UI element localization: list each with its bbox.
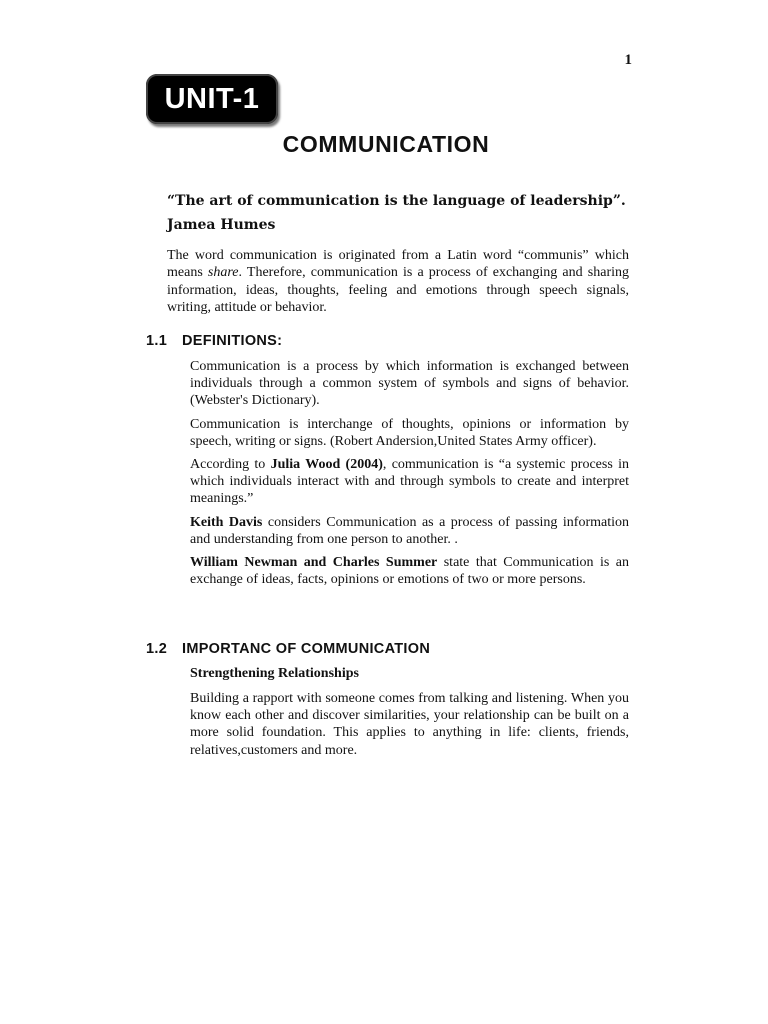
section-heading-importance <box>146 641 430 657</box>
section-heading-definitions <box>146 333 282 349</box>
epigraph-author: Jamea Humes <box>167 217 276 233</box>
page-number: 1 <box>624 52 632 68</box>
section-number: 1.2 <box>146 641 168 657</box>
definition-keith-davis <box>190 514 629 548</box>
intro-paragraph <box>167 247 629 317</box>
definition-webster: Communication is a process by which information is exchanged between individuals through a common system of symbols and signs of behavior.(Webster's Dictionary). <box>190 359 629 409</box>
intro-italic-word: share <box>207 265 239 281</box>
subheading-strengthening-relationships: Strengthening Relationships <box>190 666 359 681</box>
author-name: Keith Davis <box>190 514 263 530</box>
section-title: DEFINITIONS: <box>182 333 283 349</box>
definition-newman-summer <box>190 554 629 588</box>
definition-text: According to <box>190 457 271 473</box>
definition-text: , communication is “a systemic process in which individuals interact with and through symbols to create and interpret meanings.” <box>190 457 629 507</box>
definition-andersion: Communication is interchange of thoughts, opinions or information by speech, writing or signs. (Robert Andersion,United States Army officer). <box>190 416 629 449</box>
unit-badge: UNIT-1 <box>146 74 278 124</box>
definitions-section <box>190 358 629 594</box>
section-title: IMPORTANC OF COMMUNICATION <box>182 641 431 657</box>
intro-text-end: . Therefore, communication is a process of exchanging and sharing information, ideas, thoughts, feeling and emotions through speech signals, writing, attitude or behavior. <box>167 265 629 316</box>
definition-julia-wood <box>190 456 629 508</box>
definition-text: state that Communication is an exchange of ideas, facts, opinions or emotions of two or more persons. <box>190 555 629 588</box>
importance-section <box>190 666 629 765</box>
importance-paragraph: Building a rapport with someone comes from talking and listening. When you know each other and discover similarities, your relationship can be built on a more solid foundation. This applies to anything in life: clients, friends, relatives,customers and more. <box>190 691 629 758</box>
unit-title: COMMUNICATION <box>282 131 490 157</box>
section-number: 1.1 <box>146 333 168 349</box>
epigraph-quote: “The art of communication is the language of leadership”. <box>167 193 626 209</box>
author-name: Julia Wood (2004) <box>270 457 383 473</box>
definition-text: considers Communication as a process of passing information and understanding from one person to another. . <box>190 514 630 547</box>
intro-text-start: The word communication is originated from a Latin word “communis” which means <box>167 248 629 281</box>
author-name: William Newman and Charles Summer <box>190 555 438 571</box>
